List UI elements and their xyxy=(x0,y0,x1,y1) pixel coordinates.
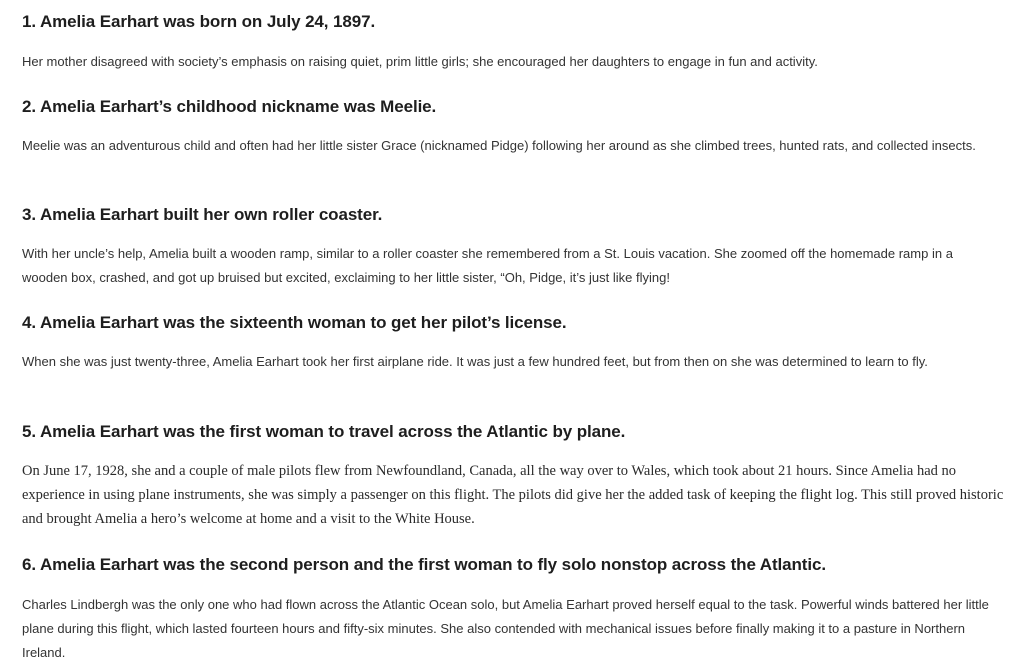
fact-body-4: When she was just twenty-three, Amelia Earhart took her first airplane ride. It was just a few hundred feet, but from then on she was determined to learn to fly. xyxy=(22,354,928,369)
fact-heading-2: 2. Amelia Earhart’s childhood nickname was Meelie. xyxy=(22,97,437,116)
fact-body-3: With her uncle’s help, Amelia built a wooden ramp, similar to a roller coaster she remembered from a St. Louis vacation. She zoomed off the homemade ramp in a wooden box, crashed, and got up bruised but excited, exclaiming to her little sister, “Oh, Pidge, it’s just like flying! xyxy=(22,246,953,285)
fact-heading-4: 4. Amelia Earhart was the sixteenth woman to get her pilot’s license. xyxy=(22,313,567,332)
fact-body-5: On June 17, 1928, she and a couple of male pilots flew from Newfoundland, Canada, all the way over to Wales, which took about 21 hours. Since Amelia had no experience in using plane instruments, she was simply a passenger on this flight. The pilots did give her the added task of keeping the flight log. This still proved historic and brought Amelia a hero’s welcome at home and a visit to the White House. xyxy=(22,463,1004,527)
fact-body-1: Her mother disagreed with society’s emphasis on raising quiet, prim little girls; she encouraged her daughters to engage in fun and activity. xyxy=(22,54,818,69)
fact-body-2: Meelie was an adventurous child and often had her little sister Grace (nicknamed Pidge) following her around as she climbed trees, hunted rats, and collected insects. xyxy=(22,138,976,153)
fact-heading-1: 1. Amelia Earhart was born on July 24, 1897. xyxy=(22,12,376,31)
fact-heading-5: 5. Amelia Earhart was the first woman to travel across the Atlantic by plane. xyxy=(22,422,626,441)
fact-heading-3: 3. Amelia Earhart built her own roller coaster. xyxy=(22,205,383,224)
fact-body-6: Charles Lindbergh was the only one who had flown across the Atlantic Ocean solo, but Amelia Earhart proved herself equal to the task. Powerful winds battered her little plane during this flight, which lasted fourteen hours and fifty-six minutes. She also contended with mechanical issues before finally making it to a pasture in Northern Ireland. xyxy=(22,597,989,660)
fact-heading-6: 6. Amelia Earhart was the second person and the first woman to fly solo nonstop across the Atlantic. xyxy=(22,555,826,574)
